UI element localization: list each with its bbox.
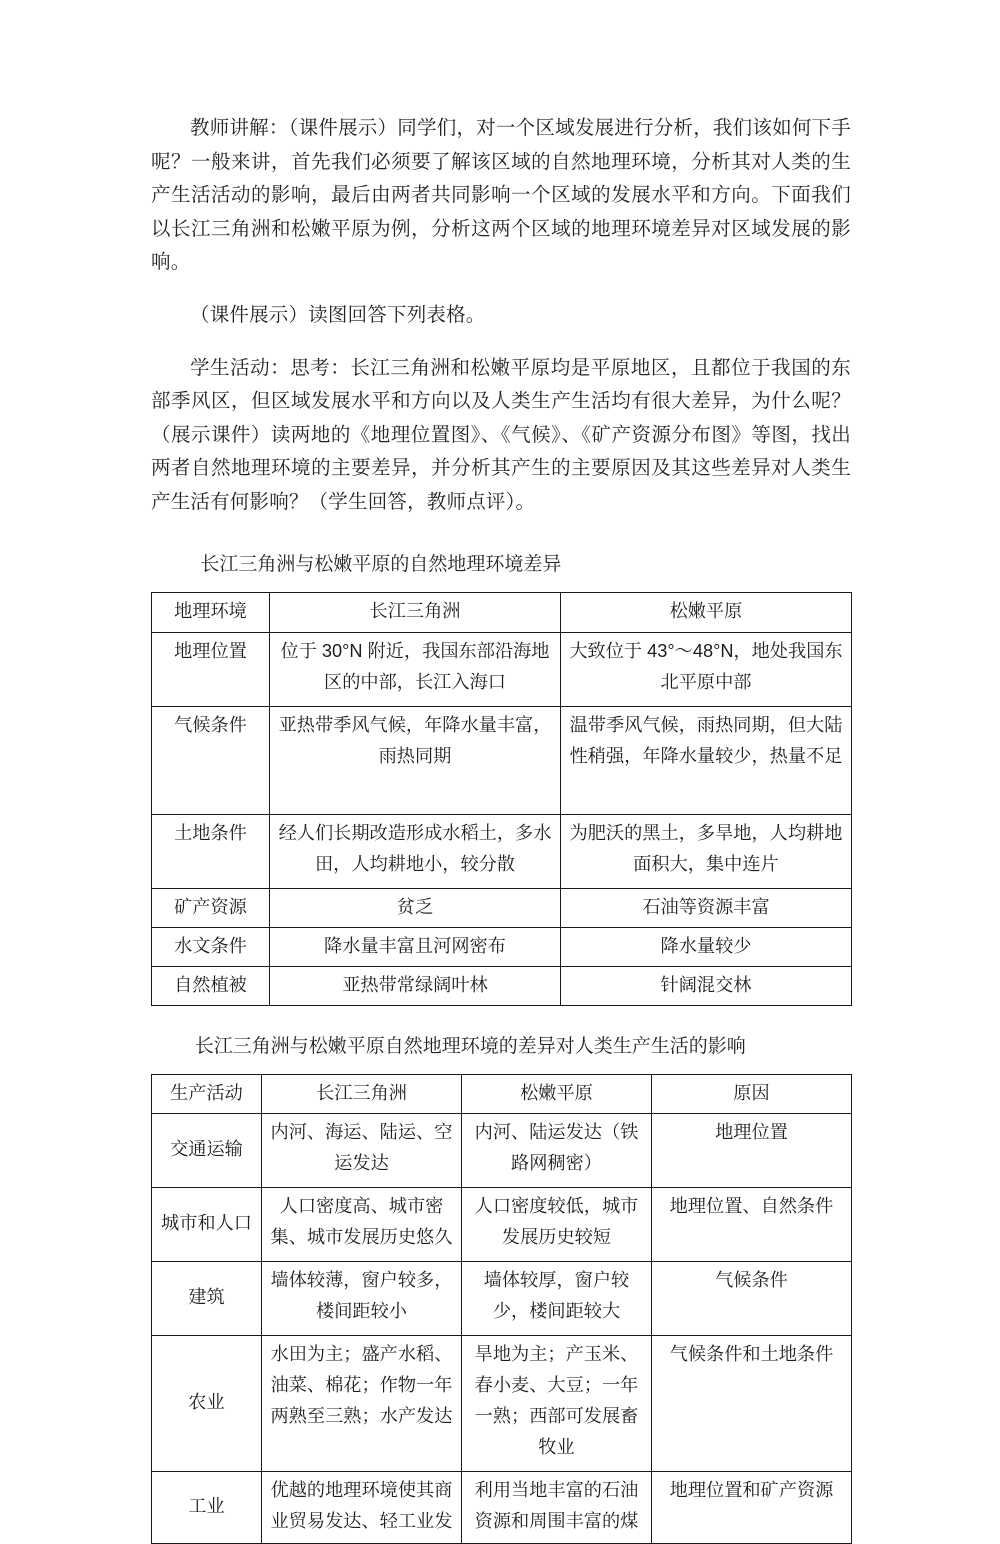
cell-hydrology-songnen: 降水量较少 <box>561 927 852 966</box>
row-label-minerals: 矿产资源 <box>152 888 270 927</box>
cell-land-changjiang: 经人们长期改造形成水稻土，多水田，人均耕地小，较分散 <box>270 814 561 888</box>
cell-location-changjiang: 位于 30°N 附近，我国东部沿海地区的中部，长江入海口 <box>270 632 561 706</box>
cell-agriculture-reason: 气候条件和土地条件 <box>652 1335 852 1471</box>
row-label-industry: 工业 <box>152 1471 262 1543</box>
cell-minerals-songnen: 石油等资源丰富 <box>561 888 852 927</box>
paragraph-courseware-prompt: （课件展示）读图回答下列表格。 <box>190 303 486 326</box>
row-label-vegetation: 自然植被 <box>152 966 270 1005</box>
row-label-city-population: 城市和人口 <box>152 1187 262 1261</box>
table-header-cell-reason: 原因 <box>652 1074 852 1113</box>
row-label-architecture: 建筑 <box>152 1261 262 1335</box>
row-label-climate: 气候条件 <box>152 706 270 814</box>
table-header-cell-songnen: 松嫩平原 <box>561 592 852 632</box>
table-impact-caption: 长江三角洲与松嫩平原自然地理环境的差异对人类生产生活的影响 <box>194 1035 746 1057</box>
table-header-cell-songnen: 松嫩平原 <box>462 1074 652 1113</box>
cell-transport-songnen: 内河、陆运发达（铁路网稠密） <box>462 1113 652 1187</box>
row-label-hydrology: 水文条件 <box>152 927 270 966</box>
cell-vegetation-songnen: 针阔混交林 <box>561 966 852 1005</box>
cell-agriculture-changjiang: 水田为主；盛产水稻、油菜、棉花；作物一年两熟至三熟；水产发达 <box>262 1335 462 1471</box>
table-nature-caption: 长江三角洲与松嫩平原的自然地理环境差异 <box>200 553 562 575</box>
cell-vegetation-changjiang: 亚热带常绿阔叶林 <box>270 966 561 1005</box>
cell-hydrology-changjiang: 降水量丰富且河网密布 <box>270 927 561 966</box>
cell-architecture-reason: 气候条件 <box>652 1261 852 1335</box>
cell-architecture-changjiang: 墙体较薄，窗户较多，楼间距较小 <box>262 1261 462 1335</box>
table-header-cell-environment: 地理环境 <box>152 592 270 632</box>
cell-location-songnen: 大致位于 43°～48°N，地处我国东北平原中部 <box>561 632 852 706</box>
cell-transport-changjiang: 内河、海运、陆运、空运发达 <box>262 1113 462 1187</box>
paragraph-student-activity: 学生活动：思考：长江三角洲和松嫩平原均是平原地区，且都位于我国的东部季风区，但区域发展水平和方向以及人类生产生活均有很大差异，为什么呢？（展示课件）读两地的《地理位置图》、《气候》、《矿产资源分布图》等图，找出两者自然地理环境的主要差异，并分析其产生的主要原因及其这些差异对人类生产生活有何影响？（学生回答，教师点评）。 <box>151 356 851 513</box>
natural-environment-difference-table <box>151 592 852 1006</box>
table-header-cell-activity: 生产活动 <box>152 1074 262 1113</box>
table-row <box>152 888 852 927</box>
table-row <box>152 1335 852 1471</box>
cell-industry-changjiang: 优越的地理环境使其商业贸易发达、轻工业发 <box>262 1471 462 1543</box>
document-content <box>151 112 851 1544</box>
row-label-land: 土地条件 <box>152 814 270 888</box>
table-row <box>152 1471 852 1543</box>
table-row <box>152 1187 852 1261</box>
cell-city-changjiang: 人口密度高、城市密集、城市发展历史悠久 <box>262 1187 462 1261</box>
table-row <box>152 632 852 706</box>
cell-architecture-songnen: 墙体较厚，窗户较少，楼间距较大 <box>462 1261 652 1335</box>
table-header-cell-changjiang: 长江三角洲 <box>270 592 561 632</box>
table-row <box>152 966 852 1005</box>
human-activity-impact-table <box>151 1074 852 1544</box>
paragraph-teacher-explanation: 教师讲解：（课件展示）同学们，对一个区域发展进行分析，我们该如何下手呢？一般来讲，首先我们必须要了解该区域的自然地理环境，分析其对人类的生产生活活动的影响，最后由两者共同影响一个区域的发展水平和方向。下面我们以长江三角洲和松嫩平原为例，分析这两个区域的地理环境差异对区域发展的影响。 <box>151 117 851 274</box>
cell-transport-reason: 地理位置 <box>652 1113 852 1187</box>
table-row <box>152 1113 852 1187</box>
cell-city-songnen: 人口密度较低，城市发展历史较短 <box>462 1187 652 1261</box>
cell-climate-changjiang: 亚热带季风气候，年降水量丰富，雨热同期 <box>270 706 561 814</box>
cell-minerals-changjiang: 贫乏 <box>270 888 561 927</box>
row-label-transport: 交通运输 <box>152 1113 262 1187</box>
cell-climate-songnen: 温带季风气候，雨热同期，但大陆性稍强，年降水量较少，热量不足 <box>561 706 852 814</box>
table-row <box>152 592 852 632</box>
row-label-location: 地理位置 <box>152 632 270 706</box>
cell-land-songnen: 为肥沃的黑土，多旱地，人均耕地面积大，集中连片 <box>561 814 852 888</box>
table-row <box>152 706 852 814</box>
cell-industry-songnen: 利用当地丰富的石油资源和周围丰富的煤 <box>462 1471 652 1543</box>
table-header-cell-changjiang: 长江三角洲 <box>262 1074 462 1113</box>
table-row <box>152 927 852 966</box>
row-label-agriculture: 农业 <box>152 1335 262 1471</box>
table-row <box>152 1261 852 1335</box>
cell-city-reason: 地理位置、自然条件 <box>652 1187 852 1261</box>
table-row <box>152 814 852 888</box>
table-row <box>152 1074 852 1113</box>
cell-agriculture-songnen: 旱地为主；产玉米、春小麦、大豆；一年一熟；西部可发展畜牧业 <box>462 1335 652 1471</box>
cell-industry-reason: 地理位置和矿产资源 <box>652 1471 852 1543</box>
